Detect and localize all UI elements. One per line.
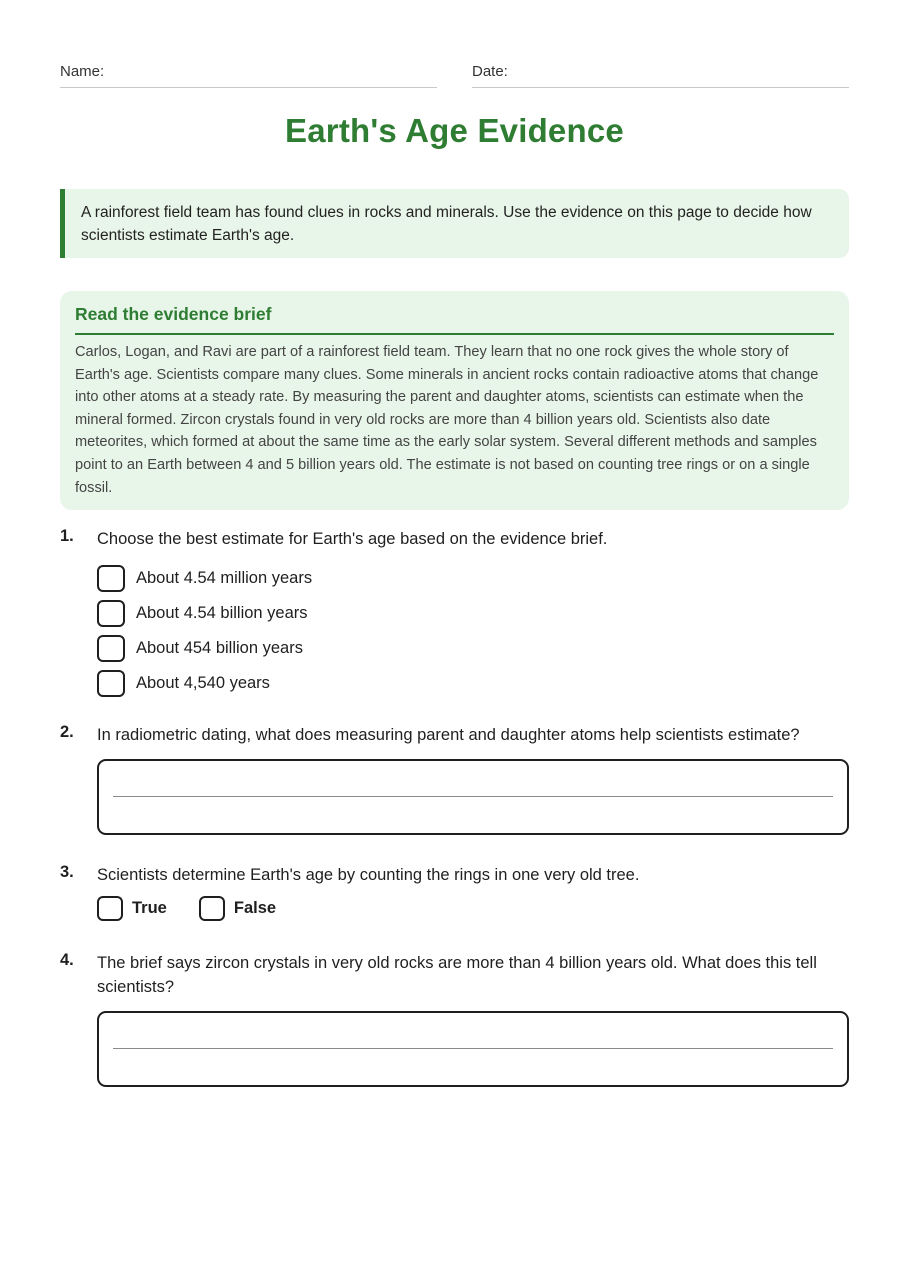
intro-callout: A rainforest field team has found clues in rocks and minerals. Use the evidence on this page to decide how scientists estimate Earth's age. (60, 189, 849, 258)
question-1 (60, 527, 849, 697)
question-number: 2. (60, 723, 74, 741)
checkbox[interactable] (97, 565, 125, 592)
question-text: In radiometric dating, what does measuring parent and daughter atoms help scientists estimate? (97, 726, 800, 744)
question-text: Choose the best estimate for Earth's age based on the evidence brief. (97, 530, 608, 548)
question-2 (60, 723, 849, 835)
question-text: The brief says zircon crystals in very old rocks are more than 4 billion years old. What does this tell scientists? (97, 954, 817, 996)
option-label: About 4.54 million years (136, 568, 313, 587)
question-3 (60, 863, 849, 923)
name-label: Name: (60, 63, 105, 80)
date-label: Date: (472, 63, 508, 80)
true-option[interactable] (97, 896, 167, 921)
option-3[interactable] (97, 634, 303, 662)
question-number: 3. (60, 863, 74, 881)
checkbox[interactable] (97, 635, 125, 662)
checkbox[interactable] (97, 896, 123, 921)
checkbox[interactable] (97, 600, 125, 627)
option-label: About 454 billion years (136, 638, 303, 657)
true-label: True (132, 899, 167, 917)
option-1[interactable] (97, 564, 312, 592)
checkbox[interactable] (97, 670, 125, 697)
question-4 (60, 951, 849, 1087)
header-fields (60, 60, 849, 88)
question-number: 4. (60, 951, 74, 969)
writing-line (113, 1048, 833, 1049)
option-label: About 4.54 billion years (136, 603, 308, 622)
answer-box[interactable] (97, 759, 849, 835)
page-title: Earth's Age Evidence (285, 112, 624, 149)
brief-body: Carlos, Logan, and Ravi are part of a rainforest field team. They learn that no one rock gives the whole story of Earth's age. Scientists compare many clues. Some minerals in ancient rocks contain radioactive atoms that change into other atoms at a steady rate. By measuring the parent and daughter atoms, scientists can estimate when the mineral formed. Zircon crystals found in very old rocks are more than 4 billion years old. Scientists also date meteorites, which formed at about the same time as the early solar system. Several different methods and samples point to an Earth between 4 and 5 billion years old. The estimate is not based on counting tree rings or on a single fossil. (75, 344, 819, 496)
true-false-options (97, 896, 308, 921)
false-option[interactable] (199, 896, 276, 921)
option-4[interactable] (97, 669, 270, 697)
question-number: 1. (60, 527, 74, 545)
evidence-brief (60, 291, 849, 510)
brief-title: Read the evidence brief (75, 303, 834, 335)
name-field[interactable] (60, 60, 437, 88)
date-field[interactable] (472, 60, 849, 88)
writing-line (113, 796, 833, 797)
false-label: False (233, 899, 277, 917)
answer-box[interactable] (97, 1011, 849, 1087)
question-text: Scientists determine Earth's age by counting the rings in one very old tree. (97, 866, 640, 884)
option-2[interactable] (97, 599, 308, 627)
checkbox[interactable] (199, 896, 225, 921)
option-label: About 4,540 years (136, 673, 270, 692)
